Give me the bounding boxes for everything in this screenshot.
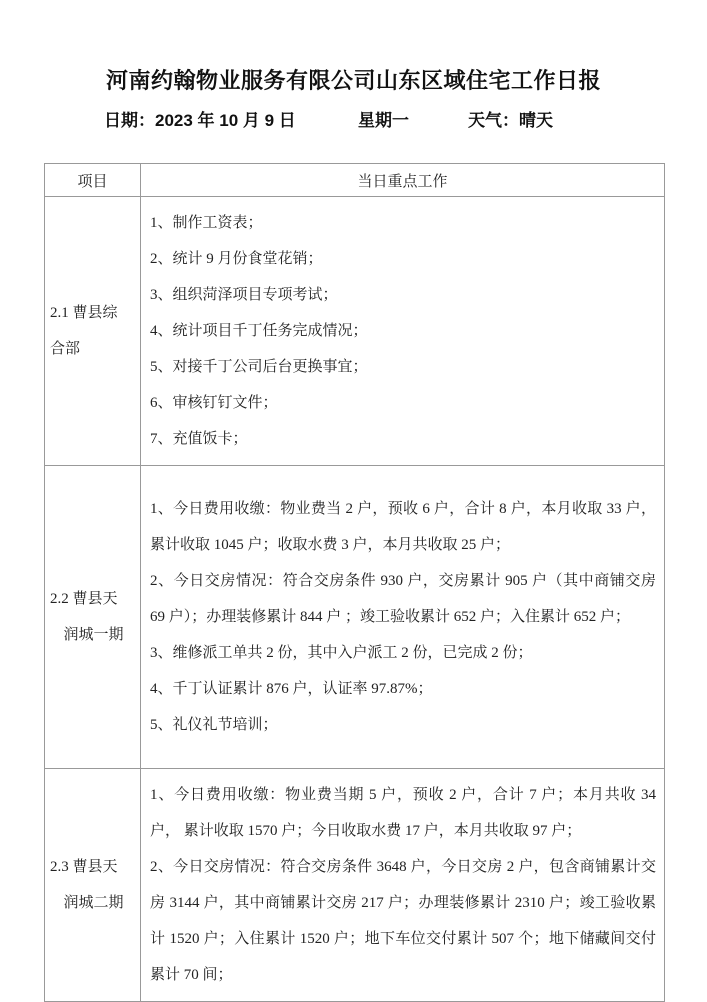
weekday-value: 星期一 (358, 111, 409, 130)
work-item: 2、统计 9 月份食堂花销； (150, 251, 323, 267)
work-cell (141, 197, 665, 466)
weather-value: 天气：晴天 (468, 111, 553, 130)
work-item: 6、审核钉钉文件； (150, 395, 278, 411)
project-name-line: 润城一期 (63, 627, 124, 643)
work-item: 1、今日费用收缴：物业费当 2 户，预收 6 户，合计 8 户，本月收取 33 户，累计收取 1045 户；收取水费 3 户，本月共收取 25 户； (150, 501, 656, 553)
project-name-line: 2.1 曹县综 (50, 305, 118, 321)
table-row (45, 197, 665, 466)
header-cell-project: 项目 (45, 164, 141, 197)
date-line (0, 106, 707, 130)
project-cell (45, 197, 141, 466)
work-item: 2、今日交房情况：符合交房条件 930 户，交房累计 905 户（其中商铺交房 69 户）；办理装修累计 844 户 ；竣工验收累计 652 户；入住累计 652 户； (150, 573, 660, 625)
work-item: 3、维修派工单共 2 份，其中入户派工 2 份，已完成 2 份； (150, 645, 533, 661)
work-item: 5、礼仪礼节培训； (150, 717, 278, 733)
header-cell-work: 当日重点工作 (141, 164, 665, 197)
daily-report-table (44, 163, 665, 1002)
work-cell (141, 769, 665, 1002)
work-item: 1、制作工资表； (150, 215, 263, 231)
table-row (45, 769, 665, 1002)
work-cell (141, 466, 665, 769)
project-name-line: 合部 (50, 341, 81, 357)
project-cell (45, 466, 141, 769)
work-item: 5、对接千丁公司后台更换事宜； (150, 359, 368, 375)
work-item: 7、充值饭卡； (150, 431, 248, 447)
date-value: 日期：2023 年 10 月 9 日 (104, 111, 296, 130)
work-item: 4、千丁认证累计 876 户，认证率 97.87%； (150, 681, 433, 697)
table-row (45, 466, 665, 769)
project-name-line: 2.2 曹县天 (50, 591, 118, 607)
work-item: 3、组织菏泽项目专项考试； (150, 287, 338, 303)
table-header-row (45, 164, 665, 197)
page-title: 河南约翰物业服务有限公司山东区域住宅工作日报 (105, 68, 601, 93)
work-item: 1、今日费用收缴：物业费当期 5 户，预收 2 户，合计 7 户；本月共收 34 户， 累计收取 1570 户；今日收取水费 17 户，本月共收取 97 户； (150, 787, 660, 839)
project-name-line: 2.3 曹县天 (50, 859, 118, 875)
project-name-line: 润城二期 (63, 895, 124, 911)
project-cell (45, 769, 141, 1002)
work-item: 4、统计项目千丁任务完成情况； (150, 323, 368, 339)
work-item: 2、今日交房情况：符合交房条件 3648 户，今日交房 2 户，包含商铺累计交房 3144 户，其中商铺累计交房 217 户；办理装修累计 2310 户；竣工验收累计 1520 户；入住累计 1520 户；地下车位交付累计 507 个；地下储藏间交付累计 70 间； (150, 859, 656, 983)
